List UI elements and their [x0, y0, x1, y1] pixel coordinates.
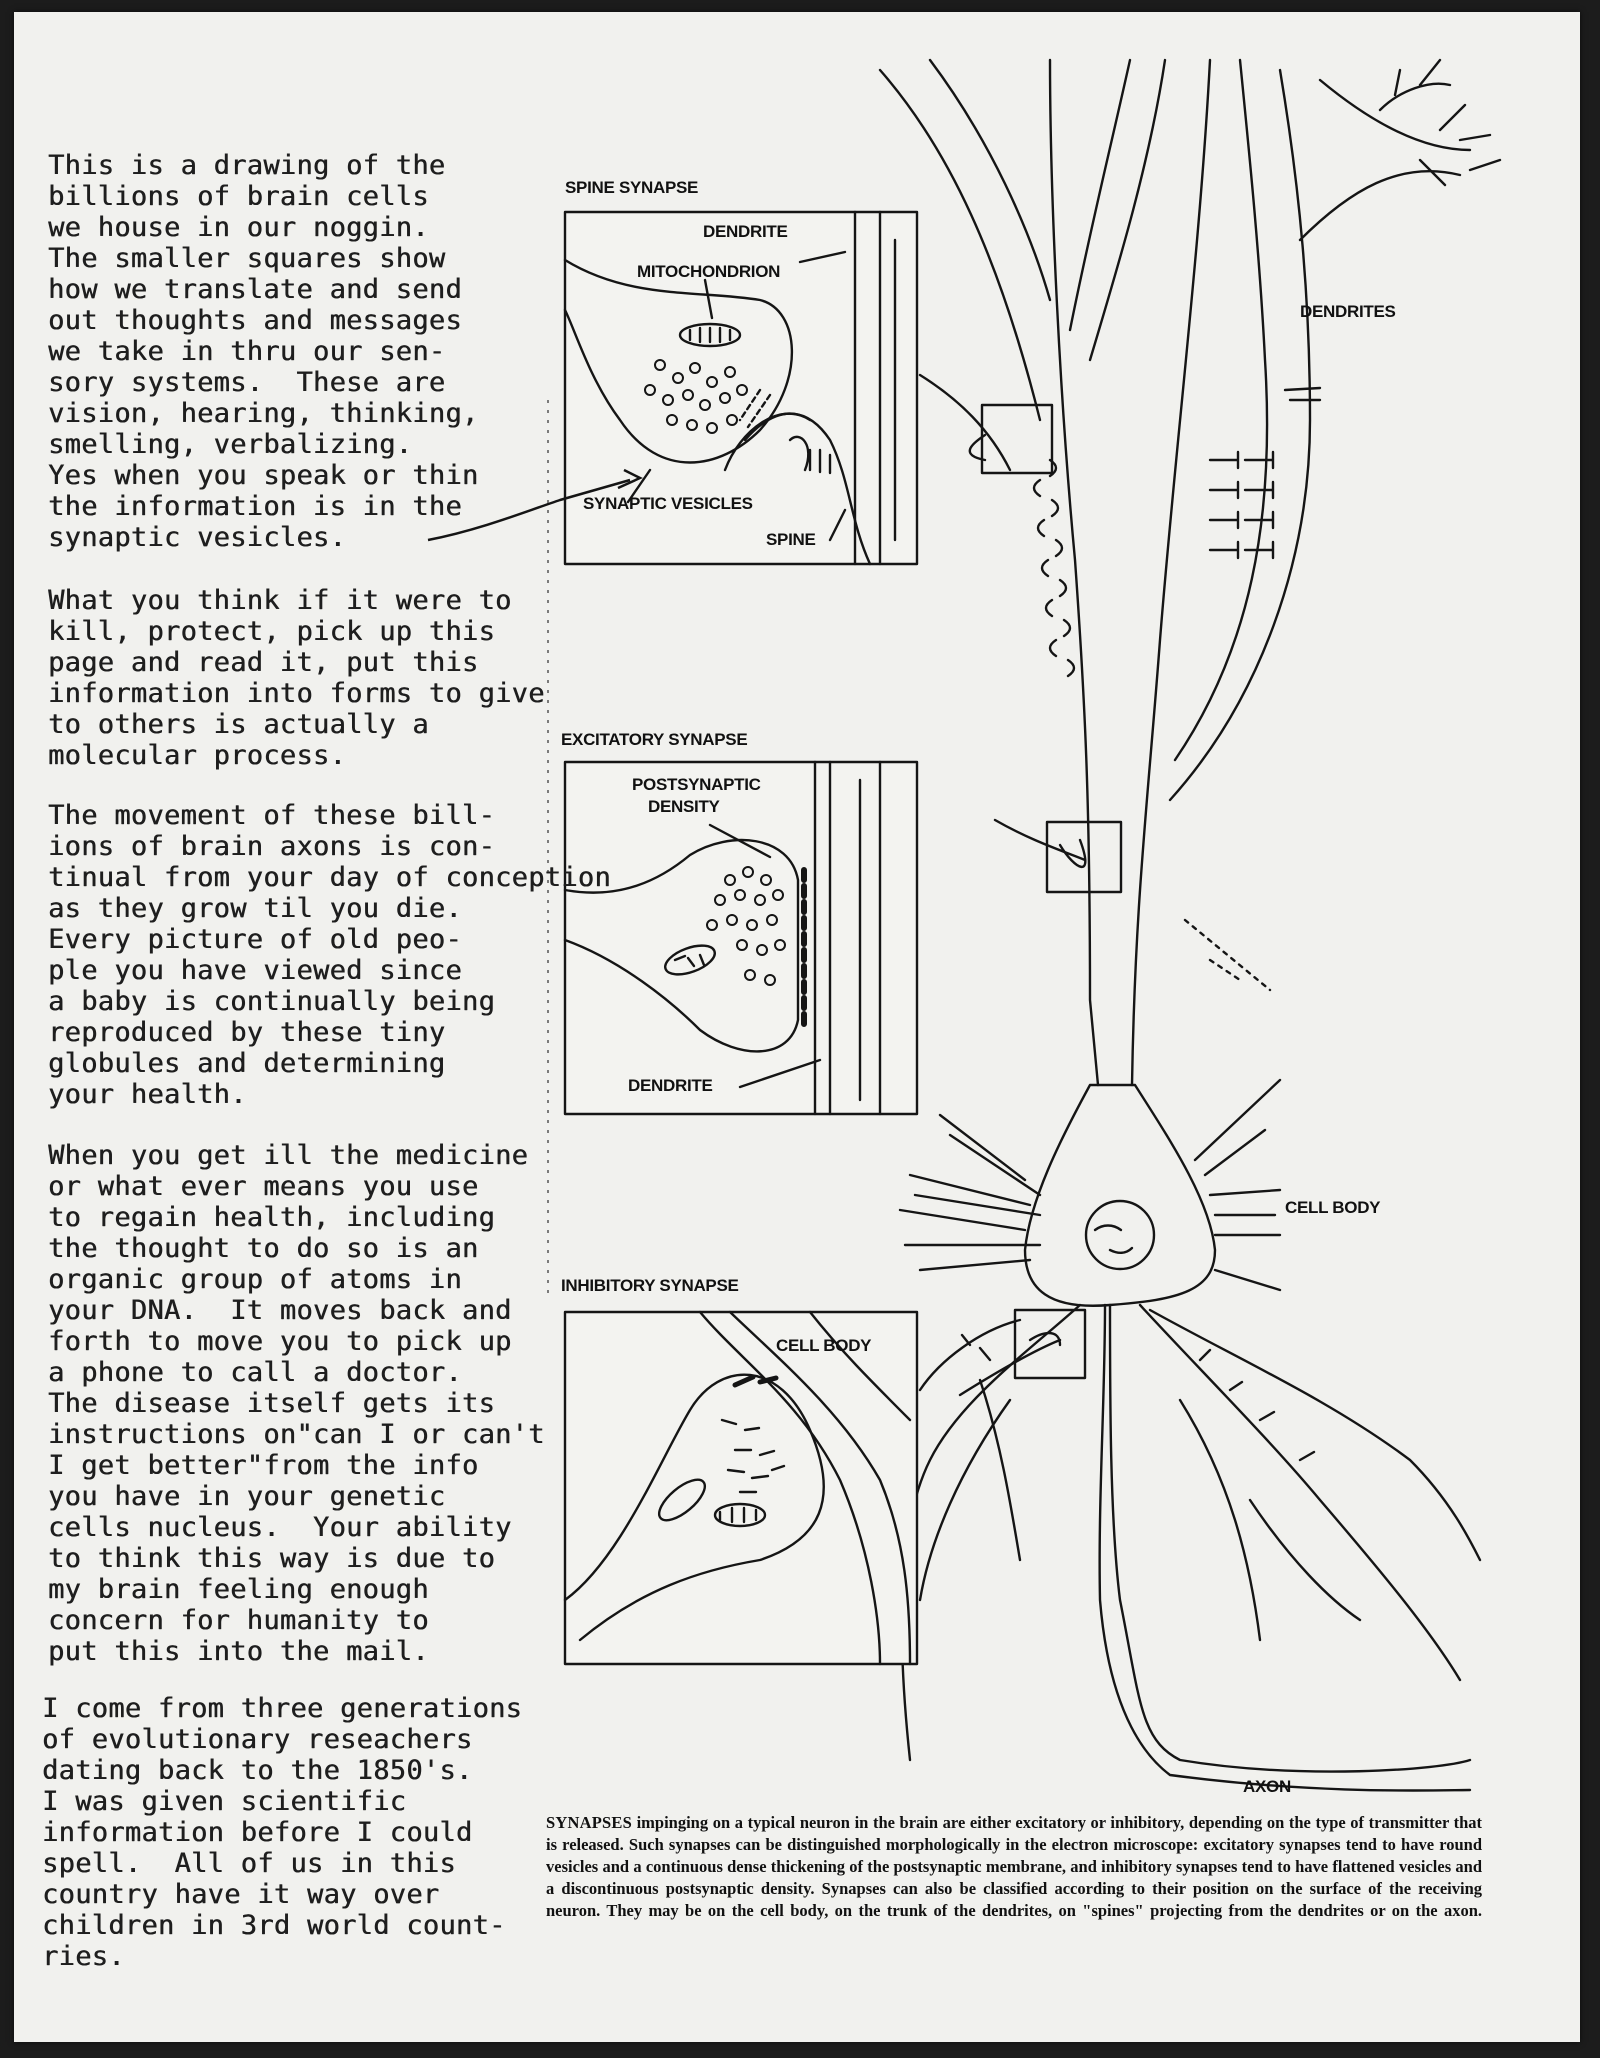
figure-caption: [546, 1812, 1482, 1922]
caption-body: impinging on a typical neuron in the brain are either excitatory or inhibitory, depending on the type of transmitter that is released. Such synapses can be distinguished morphologically in the electron microscope: excitatory synapses tend to have round vesicles and a continuous dense thickening of the postsynaptic membrane, and inhibitory synapses tend to have flattened vesicles and a discontinuous postsynaptic density. Synapses can also be classified according to their position on the surface of the receiving neuron. They may be on the cell body, on the trunk of the dendrites, on "spines" projecting from the dendrites or on the axon.: [546, 1813, 1482, 1920]
typed-paragraph-2: What you think if it were to kill, protect, pick up this page and read it, put this information into forms to give to others is actually a molecular process.: [48, 585, 545, 771]
density-label: DENSITY: [648, 797, 720, 816]
inhibitory-cell-body-label: CELL BODY: [776, 1336, 872, 1355]
excitatory-synapse-title: EXCITATORY SYNAPSE: [561, 730, 748, 749]
spine-label: SPINE: [766, 530, 816, 549]
excitatory-dendrite-label: DENDRITE: [628, 1076, 713, 1095]
typed-paragraph-1: This is a drawing of the billions of brain cells we house in our noggin. The smaller squares show how we translate and send out thoughts and messages we take in thru our sen- sory systems. These are vision, hearing, thinking, smelling, verbalizing. Yes when you speak or thin the information is in the synaptic vesicles.: [48, 150, 479, 553]
spine-dendrite-label: DENDRITE: [703, 222, 788, 241]
mitochondrion-label: MITOCHONDRION: [637, 262, 781, 281]
inhibitory-synapse-title: INHIBITORY SYNAPSE: [561, 1276, 739, 1295]
spine-synapse-title: SPINE SYNAPSE: [565, 178, 699, 197]
dendrites-label: DENDRITES: [1300, 302, 1396, 321]
typed-paragraph-3: The movement of these bill- ions of brain axons is con- tinual from your day of conception as they grow til you die. Every picture of old peo- ple you have viewed since a baby is continually being reproduced by these tiny globules and determining your health.: [48, 800, 611, 1110]
cell-body-label: CELL BODY: [1285, 1198, 1381, 1217]
typed-paragraph-4: When you get ill the medicine or what ever means you use to regain health, including the thought to do so is an organic group of atoms in your DNA. It moves back and forth to move you to pick up a phone to call a doctor. The disease itself gets its instructions on"can I or can't I get better"from the info you have in your genetic cells nucleus. Your ability to think this way is due to my brain feeling enough concern for humanity to put this into the mail.: [48, 1140, 545, 1667]
typed-paragraph-5: I come from three generations of evolutionary reseachers dating back to the 1850's. I was given scientific information before I could spell. All of us in this country have it way over children in 3rd world count- ries.: [42, 1693, 523, 1972]
axon-label: AXON: [1243, 1777, 1291, 1796]
postsynaptic-label: POSTSYNAPTIC: [632, 775, 761, 794]
synaptic-vesicles-label: SYNAPTIC VESICLES: [583, 494, 753, 513]
caption-lead: SYNAPSES: [546, 1813, 632, 1832]
